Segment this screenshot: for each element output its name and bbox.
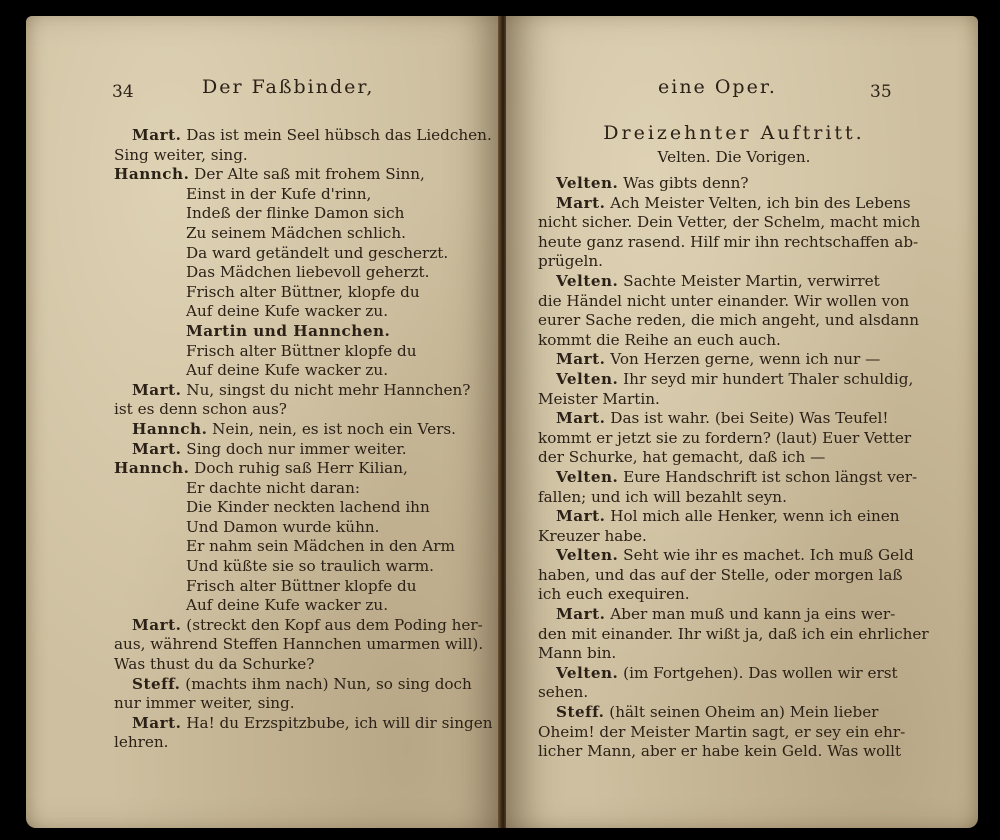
- line-text: Er dachte nicht daran:: [186, 478, 361, 497]
- speaker-name: Velten.: [556, 663, 619, 682]
- line-text: Und Damon wurde kühn.: [186, 517, 380, 536]
- line-text: kommt die Reihe an euch auch.: [538, 330, 781, 349]
- line-text: Frisch alter Büttner, klopfe du: [186, 282, 420, 301]
- line-text: Auf deine Kufe wacker zu.: [186, 302, 389, 321]
- speaker-name: Mart.: [132, 713, 182, 732]
- line-text: Ha! du Erzspitzbube, ich will dir singen: [181, 713, 493, 732]
- speaker-name: Mart.: [556, 350, 606, 369]
- text-line: [114, 146, 493, 166]
- line-text: Seht wie ihr es machet. Ich muß Geld: [618, 546, 914, 565]
- page-number: 35: [870, 82, 892, 102]
- text-line: [114, 733, 493, 753]
- speaker-name: Velten.: [556, 546, 619, 565]
- text-line: [114, 537, 493, 557]
- text-line: [538, 409, 930, 429]
- speaker-name: Velten.: [556, 174, 619, 192]
- text-line: [538, 272, 930, 292]
- text-line: [114, 244, 493, 264]
- running-head: Der Faßbinder,: [202, 76, 375, 98]
- text-line: [114, 616, 493, 636]
- speaker-name: Mart.: [132, 126, 182, 144]
- text-line: [538, 527, 930, 547]
- line-text: Zu seinem Mädchen schlich.: [186, 223, 406, 242]
- line-text: Nein, nein, es ist noch ein Vers.: [207, 419, 456, 438]
- line-text: die Händel nicht unter einander. Wir wollen von: [538, 291, 910, 310]
- line-text: ich euch exequiren.: [538, 585, 690, 604]
- line-text: nicht sicher. Dein Vetter, der Schelm, macht mich: [538, 213, 921, 232]
- speaker-name: Hannch.: [114, 165, 190, 184]
- text-line: [114, 655, 493, 675]
- text-line: [114, 263, 493, 283]
- page-text: [538, 120, 930, 762]
- text-line: [114, 596, 493, 616]
- text-line: [114, 440, 493, 460]
- line-text: heute ganz rasend. Hilf mir ihn rechtschaffen ab-: [538, 232, 919, 251]
- text-line: [114, 361, 493, 381]
- text-line: [538, 468, 930, 488]
- line-text: Kreuzer habe.: [538, 526, 647, 545]
- line-text: (machts ihm nach) Nun, so sing doch: [180, 674, 472, 693]
- line-text: Was gibts denn?: [618, 174, 749, 192]
- text-line: [538, 213, 930, 233]
- text-line: [538, 507, 930, 527]
- speaker-name: Martin und Hannchen.: [186, 321, 391, 340]
- right-page: [506, 16, 978, 828]
- speaker-name: Velten.: [556, 271, 619, 290]
- line-text: Da ward getändelt und gescherzt.: [186, 243, 449, 262]
- text-line: [538, 350, 930, 370]
- scene-cast: Velten. Die Vorigen.: [657, 148, 811, 166]
- line-text: Frisch alter Büttner klopfe du: [186, 576, 417, 595]
- text-line: [538, 311, 930, 331]
- text-line: [538, 448, 930, 468]
- line-text: Doch ruhig saß Herr Kilian,: [189, 459, 408, 478]
- line-text: Frisch alter Büttner klopfe du: [186, 341, 417, 360]
- line-text: kommt er jetzt sie zu fordern? (laut) Euer Vetter: [538, 428, 912, 447]
- text-line: [538, 644, 930, 664]
- line-text: Das ist mein Seel hübsch das Liedchen.: [181, 126, 492, 144]
- line-text: haben, und das auf der Stelle, oder morgen laß: [538, 565, 903, 584]
- speaker-name: Steff.: [132, 674, 181, 693]
- text-line: [114, 577, 493, 597]
- speaker-name: Mart.: [556, 409, 606, 428]
- line-text: den mit einander. Ihr wißt ja, daß ich ein ehrlicher: [538, 624, 929, 643]
- text-line: [114, 185, 493, 205]
- text-line: [538, 742, 930, 762]
- line-text: Oheim! der Meister Martin sagt, er sey ein ehr-: [538, 722, 906, 741]
- speaker-name: Mart.: [556, 605, 606, 624]
- line-text: ist es denn schon aus?: [114, 400, 287, 419]
- line-text: Auf deine Kufe wacker zu.: [186, 596, 389, 615]
- line-text: prügeln.: [538, 252, 603, 271]
- text-line: [538, 605, 930, 625]
- speaker-name: Mart.: [556, 193, 606, 212]
- text-line: [114, 479, 493, 499]
- line-text: Hol mich alle Henker, wenn ich einen: [605, 507, 900, 526]
- line-text: Ihr seyd mir hundert Thaler schuldig,: [618, 369, 914, 388]
- line-text: Und küßte sie so traulich warm.: [186, 557, 434, 576]
- line-text: fallen; und ich will bezahlt seyn.: [538, 487, 787, 506]
- line-text: Eure Handschrift ist schon längst ver-: [618, 467, 918, 486]
- text-line: [114, 694, 493, 714]
- text-line: [114, 400, 493, 420]
- line-text: Sachte Meister Martin, verwirret: [618, 271, 880, 290]
- line-text: Aber man muß und kann ja eins wer-: [605, 605, 896, 624]
- text-line: [114, 342, 493, 362]
- text-line: [538, 683, 930, 703]
- line-text: Meister Martin.: [538, 389, 660, 408]
- text-line: [114, 557, 493, 577]
- text-line: [538, 174, 930, 194]
- text-line: [114, 126, 493, 146]
- speaker-name: Steff.: [556, 703, 605, 722]
- speaker-name: Mart.: [132, 380, 182, 399]
- open-book: [26, 16, 978, 828]
- speaker-name: Mart.: [132, 439, 182, 458]
- text-line: [538, 233, 930, 253]
- line-text: Das Mädchen liebevoll geherzt.: [186, 263, 430, 282]
- text-line: [114, 204, 493, 224]
- line-text: (hält seinen Oheim an) Mein lieber: [604, 703, 879, 722]
- text-line: [114, 283, 493, 303]
- running-head: eine Oper.: [658, 76, 777, 98]
- line-text: eurer Sache reden, die mich angeht, und alsdann: [538, 311, 920, 330]
- speaker-name: Hannch.: [114, 459, 190, 478]
- text-line: [538, 703, 930, 723]
- line-text: (im Fortgehen). Das wollen wir erst: [618, 663, 898, 682]
- text-line: [114, 635, 493, 655]
- line-text: Von Herzen gerne, wenn ich nur —: [605, 350, 881, 369]
- speaker-name: Mart.: [132, 615, 182, 634]
- line-text: Einst in der Kufe d'rinn,: [186, 184, 372, 203]
- line-text: Der Alte saß mit frohem Sinn,: [189, 165, 425, 184]
- left-page: [26, 16, 502, 828]
- line-text: sehen.: [538, 683, 589, 702]
- scene-title: Dreizehnter Auftritt.: [603, 122, 865, 144]
- text-line: [114, 302, 493, 322]
- text-line: [538, 331, 930, 351]
- text-line: [114, 714, 493, 734]
- text-line: [114, 518, 493, 538]
- line-text: Indeß der flinke Damon sich: [186, 204, 405, 223]
- speaker-name: Velten.: [556, 369, 619, 388]
- text-line: [114, 459, 493, 479]
- line-text: lehren.: [114, 733, 169, 752]
- line-text: Was thust du da Schurke?: [114, 655, 315, 674]
- line-text: Ach Meister Velten, ich bin des Lebens: [605, 193, 911, 212]
- text-line: [114, 165, 493, 185]
- speaker-name: Velten.: [556, 467, 619, 486]
- text-line: [538, 723, 930, 743]
- text-line: [114, 420, 493, 440]
- line-text: Auf deine Kufe wacker zu.: [186, 361, 389, 380]
- text-line: [538, 566, 930, 586]
- text-line: [538, 194, 930, 214]
- line-text: der Schurke, hat gemacht, daß ich —: [538, 448, 826, 467]
- line-text: Er nahm sein Mädchen in den Arm: [186, 537, 455, 556]
- text-line: [114, 322, 493, 342]
- line-text: aus, während Steffen Hannchen umarmen will).: [114, 635, 484, 654]
- text-line: [538, 390, 930, 410]
- text-line: [538, 664, 930, 684]
- line-text: Die Kinder neckten lachend ihn: [186, 498, 430, 517]
- text-line: [538, 370, 930, 390]
- speaker-name: Hannch.: [132, 419, 208, 438]
- text-line: [538, 546, 930, 566]
- page-text: [114, 126, 493, 753]
- line-text: Das ist wahr. (bei Seite) Was Teufel!: [605, 409, 889, 428]
- line-text: Nu, singst du nicht mehr Hannchen?: [181, 380, 471, 399]
- text-line: [114, 224, 493, 244]
- line-text: Sing weiter, sing.: [114, 145, 248, 164]
- text-line: [114, 675, 493, 695]
- text-line: [114, 381, 493, 401]
- line-text: (streckt den Kopf aus dem Poding her-: [181, 615, 483, 634]
- text-line: [114, 498, 493, 518]
- text-line: [538, 488, 930, 508]
- line-text: Sing doch nur immer weiter.: [181, 439, 407, 458]
- text-line: [538, 429, 930, 449]
- text-line: [538, 625, 930, 645]
- speaker-name: Mart.: [556, 507, 606, 526]
- text-line: [538, 585, 930, 605]
- line-text: nur immer weiter, sing.: [114, 694, 295, 713]
- page-number: 34: [112, 82, 134, 102]
- line-text: Mann bin.: [538, 644, 617, 663]
- text-line: [538, 292, 930, 312]
- line-text: licher Mann, aber er habe kein Geld. Was wollt: [538, 742, 902, 761]
- text-line: [538, 252, 930, 272]
